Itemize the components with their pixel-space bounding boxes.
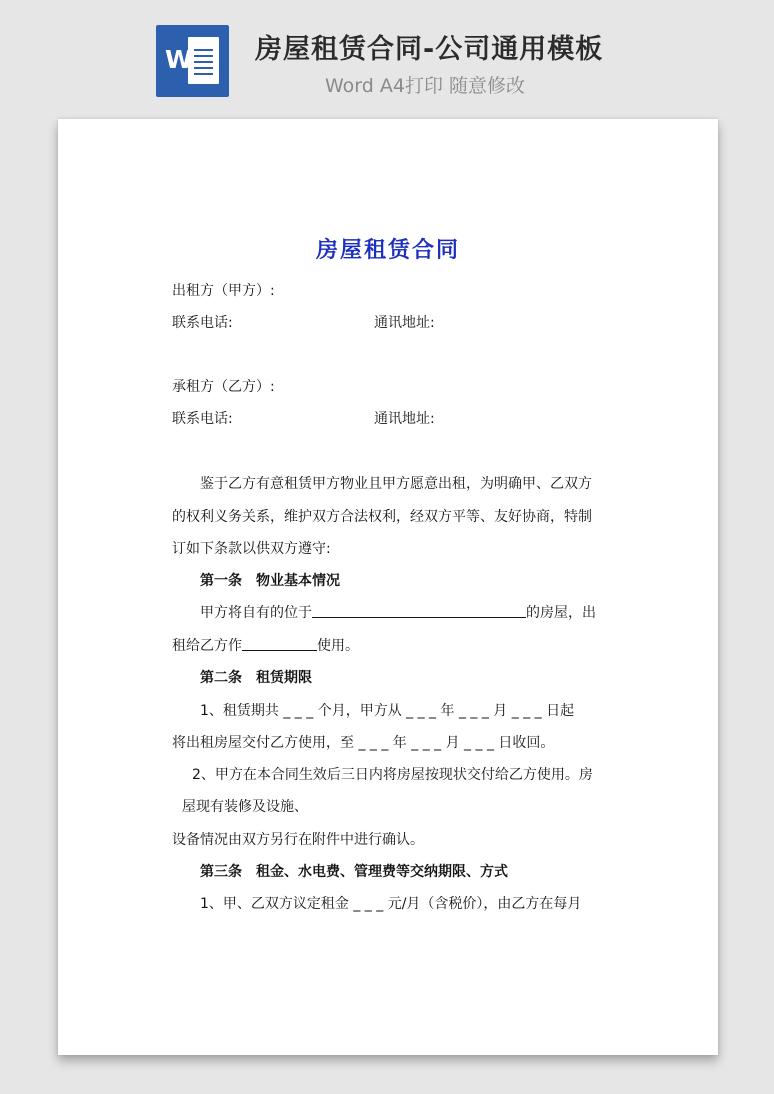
article2-heading: 第二条 租赁期限 — [200, 670, 312, 686]
article2-item2-line: 2、甲方在本合同生效后三日内将房屋按现状交付给乙方使用。房 — [192, 767, 593, 783]
document-page — [58, 119, 718, 1055]
article1-paragraph-line — [200, 603, 596, 623]
location-blank — [312, 603, 526, 618]
article3-item1-line: 1、甲、乙双方议定租金 _ _ _ 元/月（含税价），由乙方在每月 — [200, 896, 582, 912]
article1-location-suffix: 的房屋，出 — [526, 605, 596, 621]
template-subtitle: Word A4打印 随意修改 — [325, 75, 526, 97]
lessor-phone-label: 联系电话: — [172, 315, 233, 331]
watermark-decoration — [85, 463, 157, 526]
article2-item2-line: 设备情况由双方另行在附件中进行确认。 — [172, 832, 424, 848]
template-title: 房屋租赁合同-公司通用模板 — [255, 34, 604, 65]
word-icon — [156, 25, 229, 97]
article1-heading: 第一条 物业基本情况 — [200, 573, 340, 589]
article1-paragraph-line — [172, 636, 359, 656]
article1-use-prefix: 租给乙方作 — [172, 638, 242, 654]
article1-location-prefix: 甲方将自有的位于 — [200, 605, 312, 621]
lessor-label: 出租方（甲方）: — [172, 283, 275, 299]
lessee-phone-label: 联系电话: — [172, 411, 233, 427]
article3-heading: 第三条 租金、水电费、管理费等交纳期限、方式 — [200, 864, 508, 880]
document-title: 房屋租赁合同 — [315, 238, 460, 263]
preamble-line: 订如下条款以供双方遵守: — [172, 541, 331, 557]
article2-item2-line: 屋现有装修及设施、 — [182, 799, 308, 815]
preamble-line: 的权利义务关系，维护双方合法权利，经双方平等、友好协商，特制 — [172, 509, 592, 525]
article1-use-suffix: 使用。 — [317, 638, 359, 654]
template-header — [0, 0, 774, 110]
article2-item1-line: 1、租赁期共 _ _ _ 个月，甲方从 _ _ _ 年 _ _ _ 月 _ _ _ 日起 — [200, 703, 575, 719]
lessee-label: 承租方（乙方）: — [172, 379, 275, 395]
preamble-line: 鉴于乙方有意租赁甲方物业且甲方愿意出租，为明确甲、乙双方 — [200, 476, 592, 492]
word-icon-letter: W — [165, 45, 193, 74]
lessee-address-label: 通讯地址: — [374, 411, 435, 427]
lessor-address-label: 通讯地址: — [374, 315, 435, 331]
use-blank — [242, 636, 317, 651]
article2-item1-line: 将出租房屋交付乙方使用，至 _ _ _ 年 _ _ _ 月 _ _ _ 日收回。 — [172, 735, 555, 751]
